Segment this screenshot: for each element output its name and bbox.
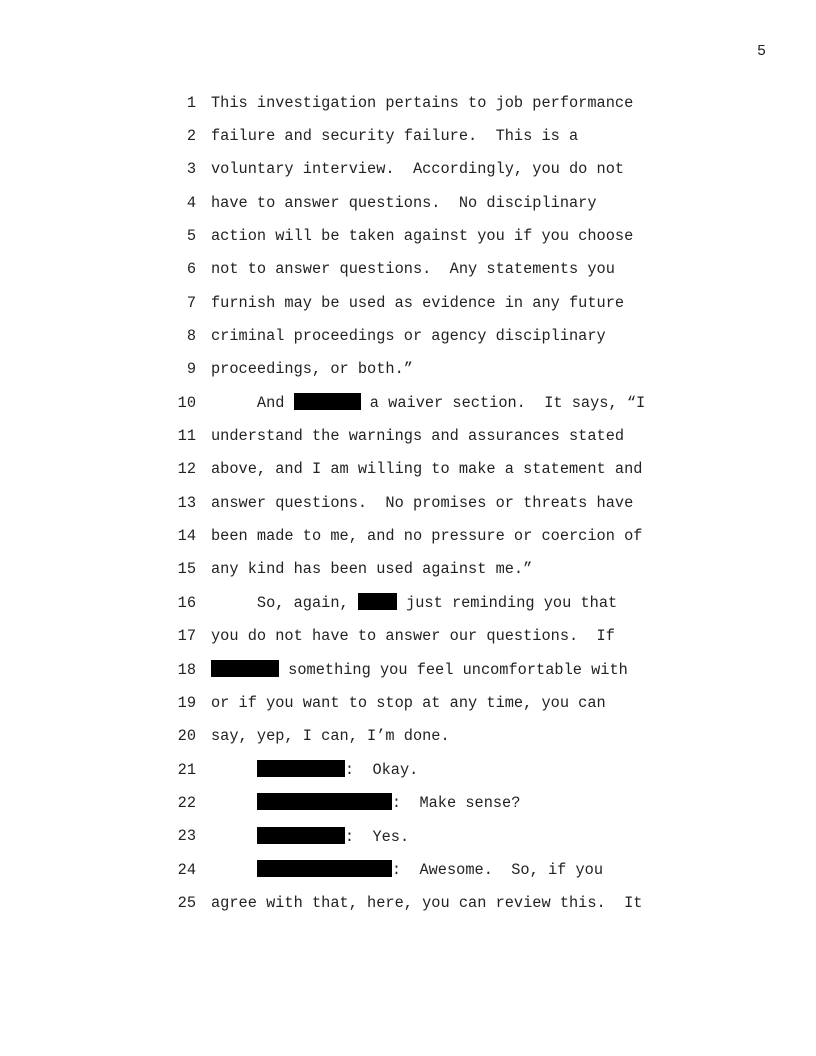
line-text: understand the warnings and assurances stated — [211, 427, 625, 446]
transcript-line — [166, 453, 686, 486]
transcript-line — [166, 419, 686, 452]
transcript-line — [166, 720, 686, 753]
line-text — [211, 593, 617, 612]
speaker-redaction-bar — [257, 760, 345, 777]
line-number: 16 — [177, 593, 196, 612]
line-number: 7 — [186, 293, 196, 312]
line-number: 24 — [177, 860, 196, 879]
line-text-after-redaction: : Okay. — [344, 761, 419, 780]
line-text-before-redaction — [211, 794, 257, 812]
line-text: have to answer questions. No disciplinary — [211, 193, 597, 212]
line-number: 21 — [177, 760, 196, 779]
line-number: 10 — [177, 393, 196, 412]
line-text: action will be taken against you if you choose — [211, 227, 634, 246]
line-text: not to answer questions. Any statements you — [211, 260, 615, 279]
transcript-line — [166, 219, 686, 252]
line-text-after-redaction: : Yes. — [344, 827, 410, 846]
transcript-line — [166, 786, 686, 819]
transcript-line — [166, 253, 686, 286]
transcript-line — [166, 86, 686, 119]
line-number: 8 — [186, 327, 196, 346]
line-text — [211, 827, 409, 846]
line-number: 9 — [186, 360, 196, 379]
redaction-bar — [211, 660, 279, 677]
line-text — [211, 793, 520, 812]
transcript-line — [166, 519, 686, 552]
line-text: voluntary interview. Accordingly, you do not — [211, 160, 625, 179]
line-text: you do not have to answer our questions. If — [211, 627, 615, 646]
line-number: 17 — [177, 627, 196, 646]
transcript-line — [166, 119, 686, 152]
line-text: furnish may be used as evidence in any future — [211, 293, 625, 312]
line-text-after-redaction: a waiver section. It says, “I — [360, 394, 646, 413]
transcript-line — [166, 486, 686, 519]
line-text: proceedings, or both.” — [211, 360, 413, 379]
line-number: 5 — [186, 227, 196, 246]
transcript-line — [166, 820, 686, 853]
line-text-before-redaction: So, again, — [211, 594, 358, 613]
transcript-line — [166, 186, 686, 219]
line-text-after-redaction: something you feel uncomfortable with — [279, 661, 628, 680]
line-text: answer questions. No promises or threats have — [211, 493, 634, 512]
line-number: 15 — [177, 560, 196, 579]
transcript-line — [166, 319, 686, 352]
transcript-line — [166, 386, 686, 419]
line-text: any kind has been used against me.” — [211, 560, 533, 579]
line-number: 13 — [177, 493, 196, 512]
line-text — [211, 660, 628, 679]
line-number: 18 — [177, 660, 196, 679]
line-number: 19 — [177, 693, 196, 712]
transcript-line — [166, 753, 686, 786]
line-text — [211, 760, 418, 779]
transcript-line — [166, 853, 686, 886]
line-number: 22 — [177, 793, 196, 812]
line-number: 2 — [186, 127, 196, 146]
line-text: criminal proceedings or agency disciplinary — [211, 327, 606, 346]
transcript-line — [166, 353, 686, 386]
line-text-after-redaction: : Make sense? — [391, 794, 521, 813]
line-text: failure and security failure. This is a — [211, 127, 579, 146]
line-number: 4 — [186, 193, 196, 212]
line-text — [211, 860, 603, 879]
transcript-line — [166, 886, 686, 919]
redaction-bar — [358, 593, 397, 610]
transcript-line — [166, 586, 686, 619]
transcript-line — [166, 653, 686, 686]
line-text: say, yep, I can, I’m done. — [211, 727, 450, 746]
speaker-redaction-bar — [257, 860, 392, 877]
transcript-line — [166, 153, 686, 186]
line-number: 20 — [177, 727, 196, 746]
line-text — [211, 393, 645, 412]
transcript-line — [166, 553, 686, 586]
line-text-before-redaction — [211, 861, 257, 879]
line-text-after-redaction: : Awesome. So, if you — [391, 861, 604, 880]
transcript-line — [166, 686, 686, 719]
line-number: 3 — [186, 160, 196, 179]
line-number: 14 — [177, 527, 196, 546]
line-number: 1 — [186, 93, 196, 112]
line-text: been made to me, and no pressure or coercion of — [211, 527, 643, 546]
redaction-bar — [294, 393, 361, 410]
line-text: above, and I am willing to make a statement and — [211, 460, 643, 479]
line-number: 23 — [177, 827, 196, 846]
line-text: This investigation pertains to job performance — [211, 93, 634, 112]
line-number: 12 — [177, 460, 196, 479]
line-text-after-redaction: just reminding you that — [396, 594, 618, 613]
page-number: 5 — [756, 43, 766, 60]
line-number: 25 — [177, 893, 196, 912]
line-text: or if you want to stop at any time, you can — [211, 693, 606, 712]
line-text-before-redaction — [211, 828, 257, 846]
line-number: 11 — [177, 427, 196, 446]
transcript-line — [166, 620, 686, 653]
transcript-body — [166, 86, 686, 920]
line-text-before-redaction — [211, 761, 257, 779]
speaker-redaction-bar — [257, 827, 345, 844]
line-text-before-redaction: And — [211, 394, 294, 413]
transcript-line — [166, 286, 686, 319]
line-number: 6 — [186, 260, 196, 279]
speaker-redaction-bar — [257, 793, 392, 810]
line-text: agree with that, here, you can review this. It — [211, 893, 643, 912]
